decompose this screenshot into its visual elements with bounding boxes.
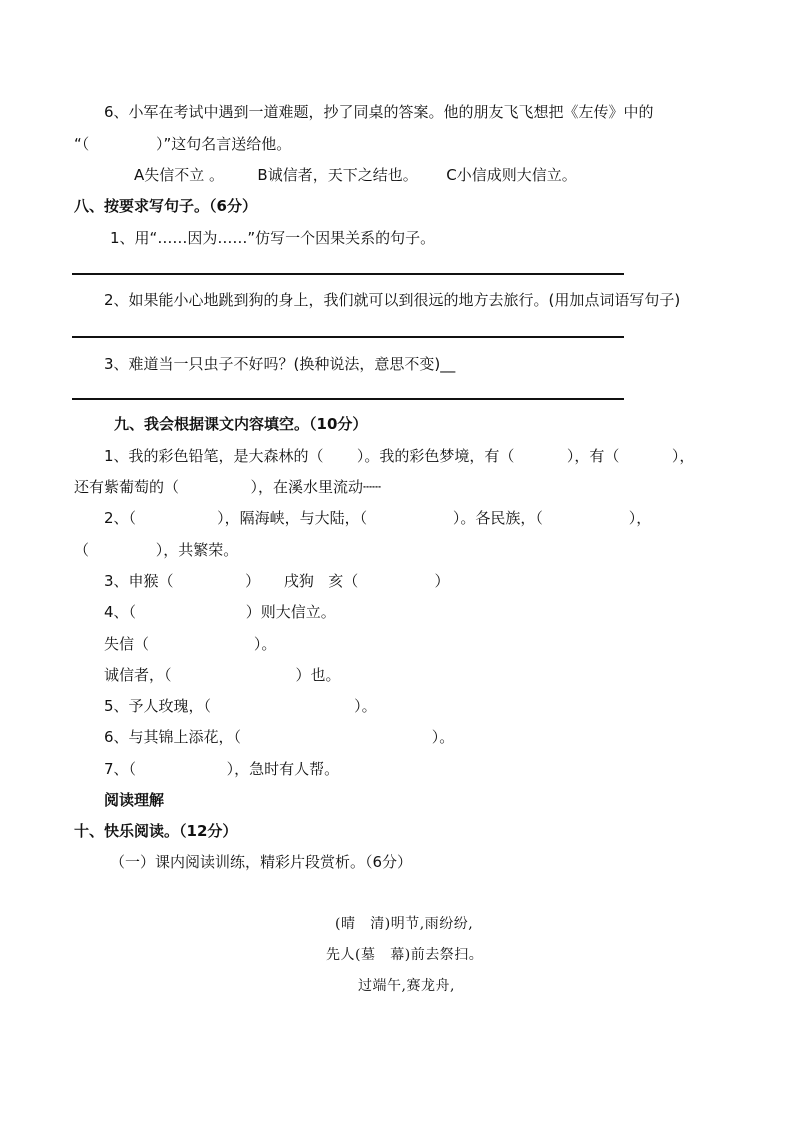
s8-question-1: 1、用“……因为……”仿写一个因果关系的句子。 (110, 229, 436, 247)
s9-line-7: 失信（ ）。 (104, 635, 277, 653)
poem-line-1: (晴 清)明节,雨纷纷, (335, 916, 474, 932)
s9-line-3: 2、（ ），隔海峡，与大陆，（ ）。各民族，（ ）， (104, 509, 652, 527)
answer-line-1[interactable] (72, 273, 624, 275)
answer-line-3[interactable] (72, 398, 624, 400)
section10-heading: 十、快乐阅读。（12分） (74, 822, 238, 840)
s9-line-9: 5、予人玫瑰，（ ）。 (104, 697, 377, 715)
poem-line-2: 先人(墓 幕)前去祭扫。 (326, 947, 484, 963)
s8-question-3: 3、难道当一只虫子不好吗？(换种说法，意思不变)__ (104, 355, 456, 373)
q6-stem-line2: “（ ）”这句名言送给他。 (74, 135, 292, 153)
reading-subheading: （一）课内阅读训练，精彩片段赏析。（6分） (110, 853, 413, 871)
s9-line-6: 4、（ ）则大信立。 (104, 603, 336, 621)
s9-line-10: 6、与其锦上添花，（ ）。 (104, 728, 455, 746)
s9-line-5: 3、申猴（ ） 戌狗 亥（ ） (104, 572, 450, 590)
s9-line-2: 还有紫葡萄的（ ），在溪水里流动┄┄ (74, 478, 382, 496)
poem-line-3: 过端午,赛龙舟, (358, 978, 455, 994)
q6-options: A失信不立 。 B诚信者，天下之结也。 C小信成则大信立。 (134, 166, 577, 184)
s9-line-8: 诚信者，（ ）也。 (104, 666, 341, 684)
s9-line-11: 7、（ ），急时有人帮。 (104, 760, 340, 778)
reading-label: 阅读理解 (104, 791, 165, 809)
section9-heading: 九、我会根据课文内容填空。（10分） (114, 415, 368, 433)
q6-stem-line1: 6、小军在考试中遇到一道难题，抄了同桌的答案。他的朋友飞飞想把《左传》中的 (104, 103, 654, 121)
answer-line-2[interactable] (72, 336, 624, 338)
s9-line-1: 1、我的彩色铅笔，是大森林的（ ）。我的彩色梦境，有（ ），有（ ）， (104, 447, 695, 465)
s9-line-4: （ ），共繁荣。 (74, 541, 239, 559)
section8-heading: 八、按要求写句子。（6分） (74, 197, 257, 215)
s8-question-2: 2、如果能小心地跳到狗的身上，我们就可以到很远的地方去旅行。(用加点词语写句子) (104, 291, 681, 309)
